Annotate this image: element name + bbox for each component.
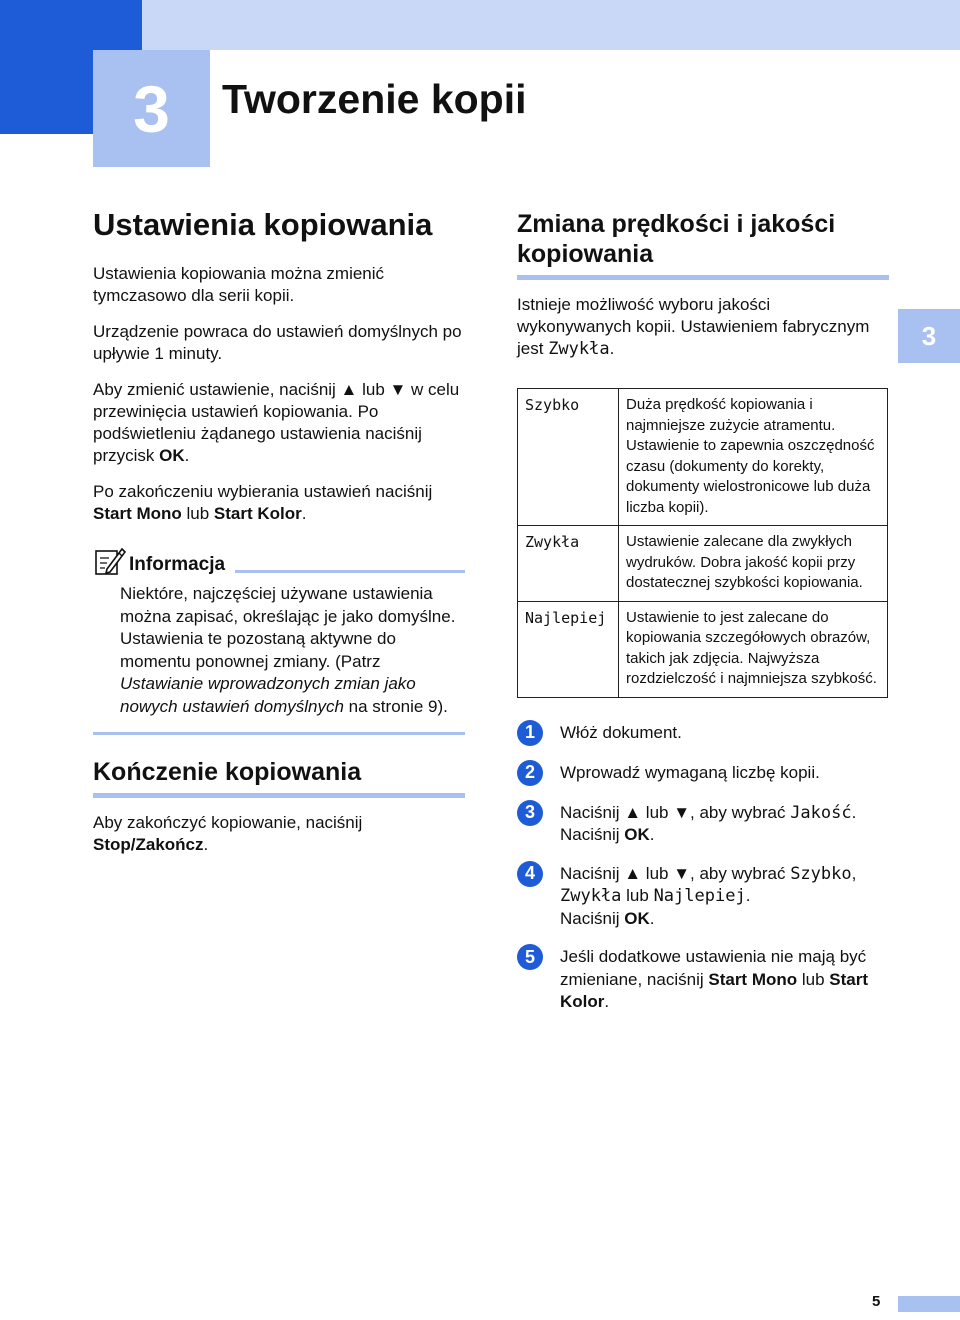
subsection-heading: Kończenie kopiowania — [93, 758, 362, 787]
table-desc: Ustawienie to jest zalecane do kopiowania szczegółowych obrazów, takich jak zdjęcia. Najwyższa rozdzielczość i najmniejsza szybkość. — [619, 601, 888, 697]
left-column — [93, 206, 465, 870]
heading-rule — [517, 275, 889, 280]
text: Naciśnij — [560, 908, 625, 928]
key-start-kolor: Start Kolor — [213, 504, 302, 524]
text: . — [184, 446, 190, 466]
table-row — [518, 601, 888, 697]
text: . — [301, 504, 307, 524]
chapter-title: Tworzenie kopii — [222, 76, 527, 122]
text: Aby zakończyć kopiowanie, naciśnij — [93, 813, 363, 833]
note-text — [120, 583, 465, 718]
page-number: 5 — [872, 1293, 881, 1310]
step-item — [517, 946, 889, 1014]
lcd-value: Szybko — [790, 863, 852, 884]
text: Naciśnij — [560, 825, 625, 844]
key-start-mono: Start Mono — [708, 969, 798, 989]
note-box — [93, 545, 465, 735]
step-text — [560, 863, 889, 931]
text: . — [649, 908, 655, 928]
note-bottom-rule — [93, 732, 465, 735]
chapter-side-tab: 3 — [898, 309, 960, 363]
table-key: Zwykła — [518, 526, 619, 602]
text: Aby zmienić ustawienie, naciśnij ▲ lub ▼ w celu przewinięcia ustawień kopiowania. Po podświetleniu żądanego ustawienia naciśnij przycisk — [93, 380, 460, 466]
note-header — [93, 545, 465, 577]
key-start-kolor: Start Kolor — [560, 969, 869, 1011]
key-ok: OK — [159, 446, 185, 466]
key-start-mono: Start Mono — [93, 504, 182, 524]
note-title: Informacja — [129, 554, 226, 576]
note-rule — [235, 570, 465, 573]
table-row — [518, 526, 888, 602]
step-number-bullet: 3 — [517, 800, 543, 826]
lcd-value: Jakość — [790, 802, 852, 823]
text: Naciśnij ▲ lub ▼, aby wybrać — [560, 863, 791, 883]
text: lub — [181, 504, 214, 524]
key-ok: OK — [624, 908, 650, 928]
table-desc: Ustawienie zalecane dla zwykłych wydruków. Dobra jakość kopii przy dostatecznej szybkości kopiowania. — [619, 526, 888, 602]
table-key: Szybko — [518, 389, 619, 526]
table-key: Najlepiej — [518, 601, 619, 697]
lcd-value: Zwykła — [560, 886, 622, 906]
step-text: Włóż dokument. — [560, 722, 682, 742]
table-desc: Duża prędkość kopiowania i najmniejsze zużycie atramentu. Ustawienie to zapewnia oszczędność czasu (dokumenty do korekty, dokumenty wielostronicowe lub duża liczba kopii). — [619, 389, 888, 526]
step-number-bullet: 5 — [517, 944, 543, 970]
text: lub — [797, 969, 830, 989]
text: . — [203, 835, 209, 855]
paragraph — [93, 812, 465, 856]
text: na stronie 9). — [343, 696, 448, 716]
right-column — [517, 209, 889, 1030]
text: . — [851, 802, 857, 822]
text: . — [649, 825, 655, 844]
paragraph: Ustawienia kopiowania można zmienić tymczasowo dla serii kopii. — [93, 264, 385, 306]
table-row — [518, 389, 888, 526]
paragraph — [517, 294, 889, 360]
step-number-bullet: 4 — [517, 861, 543, 887]
paragraph — [93, 379, 465, 467]
text: Po zakończeniu wybierania ustawień naciśnij — [93, 482, 433, 502]
step-item — [517, 762, 889, 786]
text: . — [745, 886, 751, 905]
note-reference: Ustawianie wprowadzonych zmian jako nowych ustawień domyślnych — [120, 674, 416, 716]
text: , — [851, 863, 857, 883]
step-text — [560, 802, 889, 847]
key-ok: OK — [624, 825, 650, 844]
step-number-bullet: 1 — [517, 720, 543, 746]
key-stop: Stop/Zakończ — [93, 835, 204, 855]
text: Istnieje możliwość wyboru jakości wykonywanych kopii. Ustawieniem fabrycznym jest — [517, 295, 870, 358]
section-heading: Ustawienia kopiowania — [93, 207, 433, 242]
text: . — [609, 339, 615, 358]
paragraph: Urządzenie powraca do ustawień domyślnych po upływie 1 minuty. — [93, 322, 462, 364]
quality-table — [517, 388, 888, 698]
lcd-value: Zwykła — [548, 339, 610, 359]
step-text — [560, 946, 889, 1014]
lcd-value: Najlepiej — [653, 886, 746, 906]
note-pencil-icon — [93, 545, 127, 577]
paragraph — [93, 481, 465, 525]
steps-list — [517, 722, 889, 1014]
step-text: Wprowadź wymaganą liczbę kopii. — [560, 762, 820, 782]
text: Niektóre, najczęściej używane ustawienia można zapisać, określając je jako domyślne. Ustawienia te pozostaną aktywne do momentu ponownej zmiany. (Patrz — [120, 584, 456, 671]
step-item — [517, 802, 889, 847]
subsection-heading: Zmiana prędkości i jakości kopiowania — [517, 210, 836, 268]
chapter-number: 3 — [133, 71, 170, 146]
footer-bar — [898, 1296, 960, 1312]
text: Naciśnij ▲ lub ▼, aby wybrać — [560, 802, 791, 822]
text: . — [604, 992, 610, 1011]
step-item — [517, 722, 889, 746]
heading-rule — [93, 793, 465, 798]
header-band-light — [142, 0, 960, 50]
text: lub — [621, 886, 654, 905]
step-item — [517, 863, 889, 931]
step-number-bullet: 2 — [517, 760, 543, 786]
text: Jeśli dodatkowe ustawienia nie mają być zmieniane, naciśnij — [560, 947, 867, 989]
